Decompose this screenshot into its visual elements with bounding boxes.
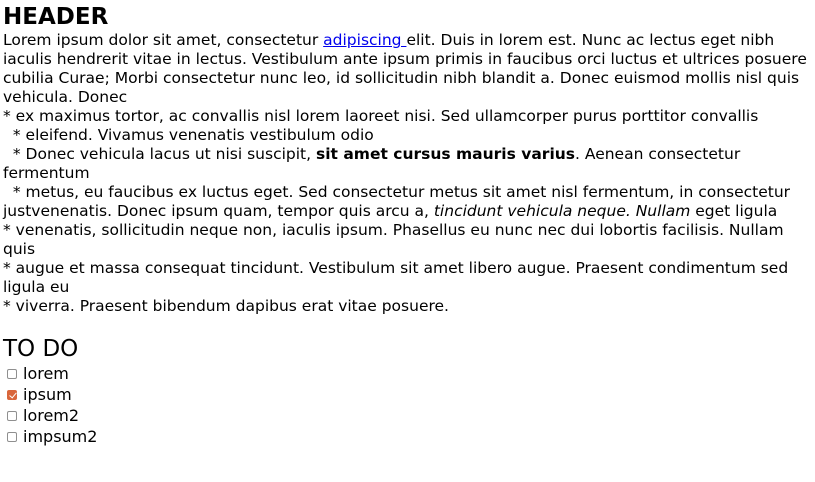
body-paragraph (3, 31, 813, 316)
todo-item-label: lorem2 (23, 406, 80, 425)
paragraph-text-4: eget ligula * venenatis, sollicitudin neque non, iaculis ipsum. Phasellus eu nunc nec dui lobortis facilisis. Nullam quis * augue et massa consequat tincidunt. Vestibulum sit amet libero augue. Praesent condimentum sed ligula eu * viverra. Praesent bibendum dapibus erat vitae posuere. (3, 202, 789, 315)
todo-item[interactable] (3, 384, 813, 405)
todo-checkbox[interactable] (7, 411, 17, 421)
todo-list (3, 363, 813, 447)
section-spacer (3, 316, 813, 336)
todo-checkbox[interactable] (7, 369, 17, 379)
adipiscing-link[interactable]: adipiscing (323, 31, 407, 49)
paragraph-text-2: elit. Duis in lorem est. Nunc ac lectus eget nibh iaculis hendrerit vitae in lectus. Vestibulum ante ipsum primis in faucibus orci luctus et ultrices posuere cubilia Curae; Morbi consectetur nunc leo, id sollicitudin nibh blandit a. Donec euismod mollis nisl quis vehicula. Donec * ex maximus tortor, ac convallis nisl lorem laoreet nisi. Sed ullamcorper purus porttitor convallis * eleifend. Vivamus venenatis vestibulum odio * Donec vehicula lacus ut nisi suscipit, (3, 31, 807, 163)
bold-text: sit amet cursus mauris varius (315, 145, 576, 163)
todo-item[interactable] (3, 405, 813, 426)
todo-item[interactable] (3, 363, 813, 384)
paragraph-text-1: Lorem ipsum dolor sit amet, consectetur (3, 31, 324, 49)
todo-title: TO DO (3, 336, 79, 362)
todo-item-label: impsum2 (23, 427, 98, 446)
page (3, 4, 813, 447)
header-title: HEADER (3, 4, 109, 30)
italic-text: tincidunt vehicula neque. Nullam (433, 202, 691, 220)
todo-checkbox[interactable] (7, 390, 17, 400)
todo-item-label: ipsum (23, 385, 72, 404)
todo-checkbox[interactable] (7, 432, 17, 442)
todo-item-label: lorem (23, 364, 69, 383)
todo-item[interactable] (3, 426, 813, 447)
paragraph-text-3: . Aenean consectetur fermentum * metus, eu faucibus ex luctus eget. Sed consectetur metus sit amet nisl fermentum, in consectetur justvenenatis. Donec ipsum quam, tempor quis arcu a, (3, 145, 791, 220)
